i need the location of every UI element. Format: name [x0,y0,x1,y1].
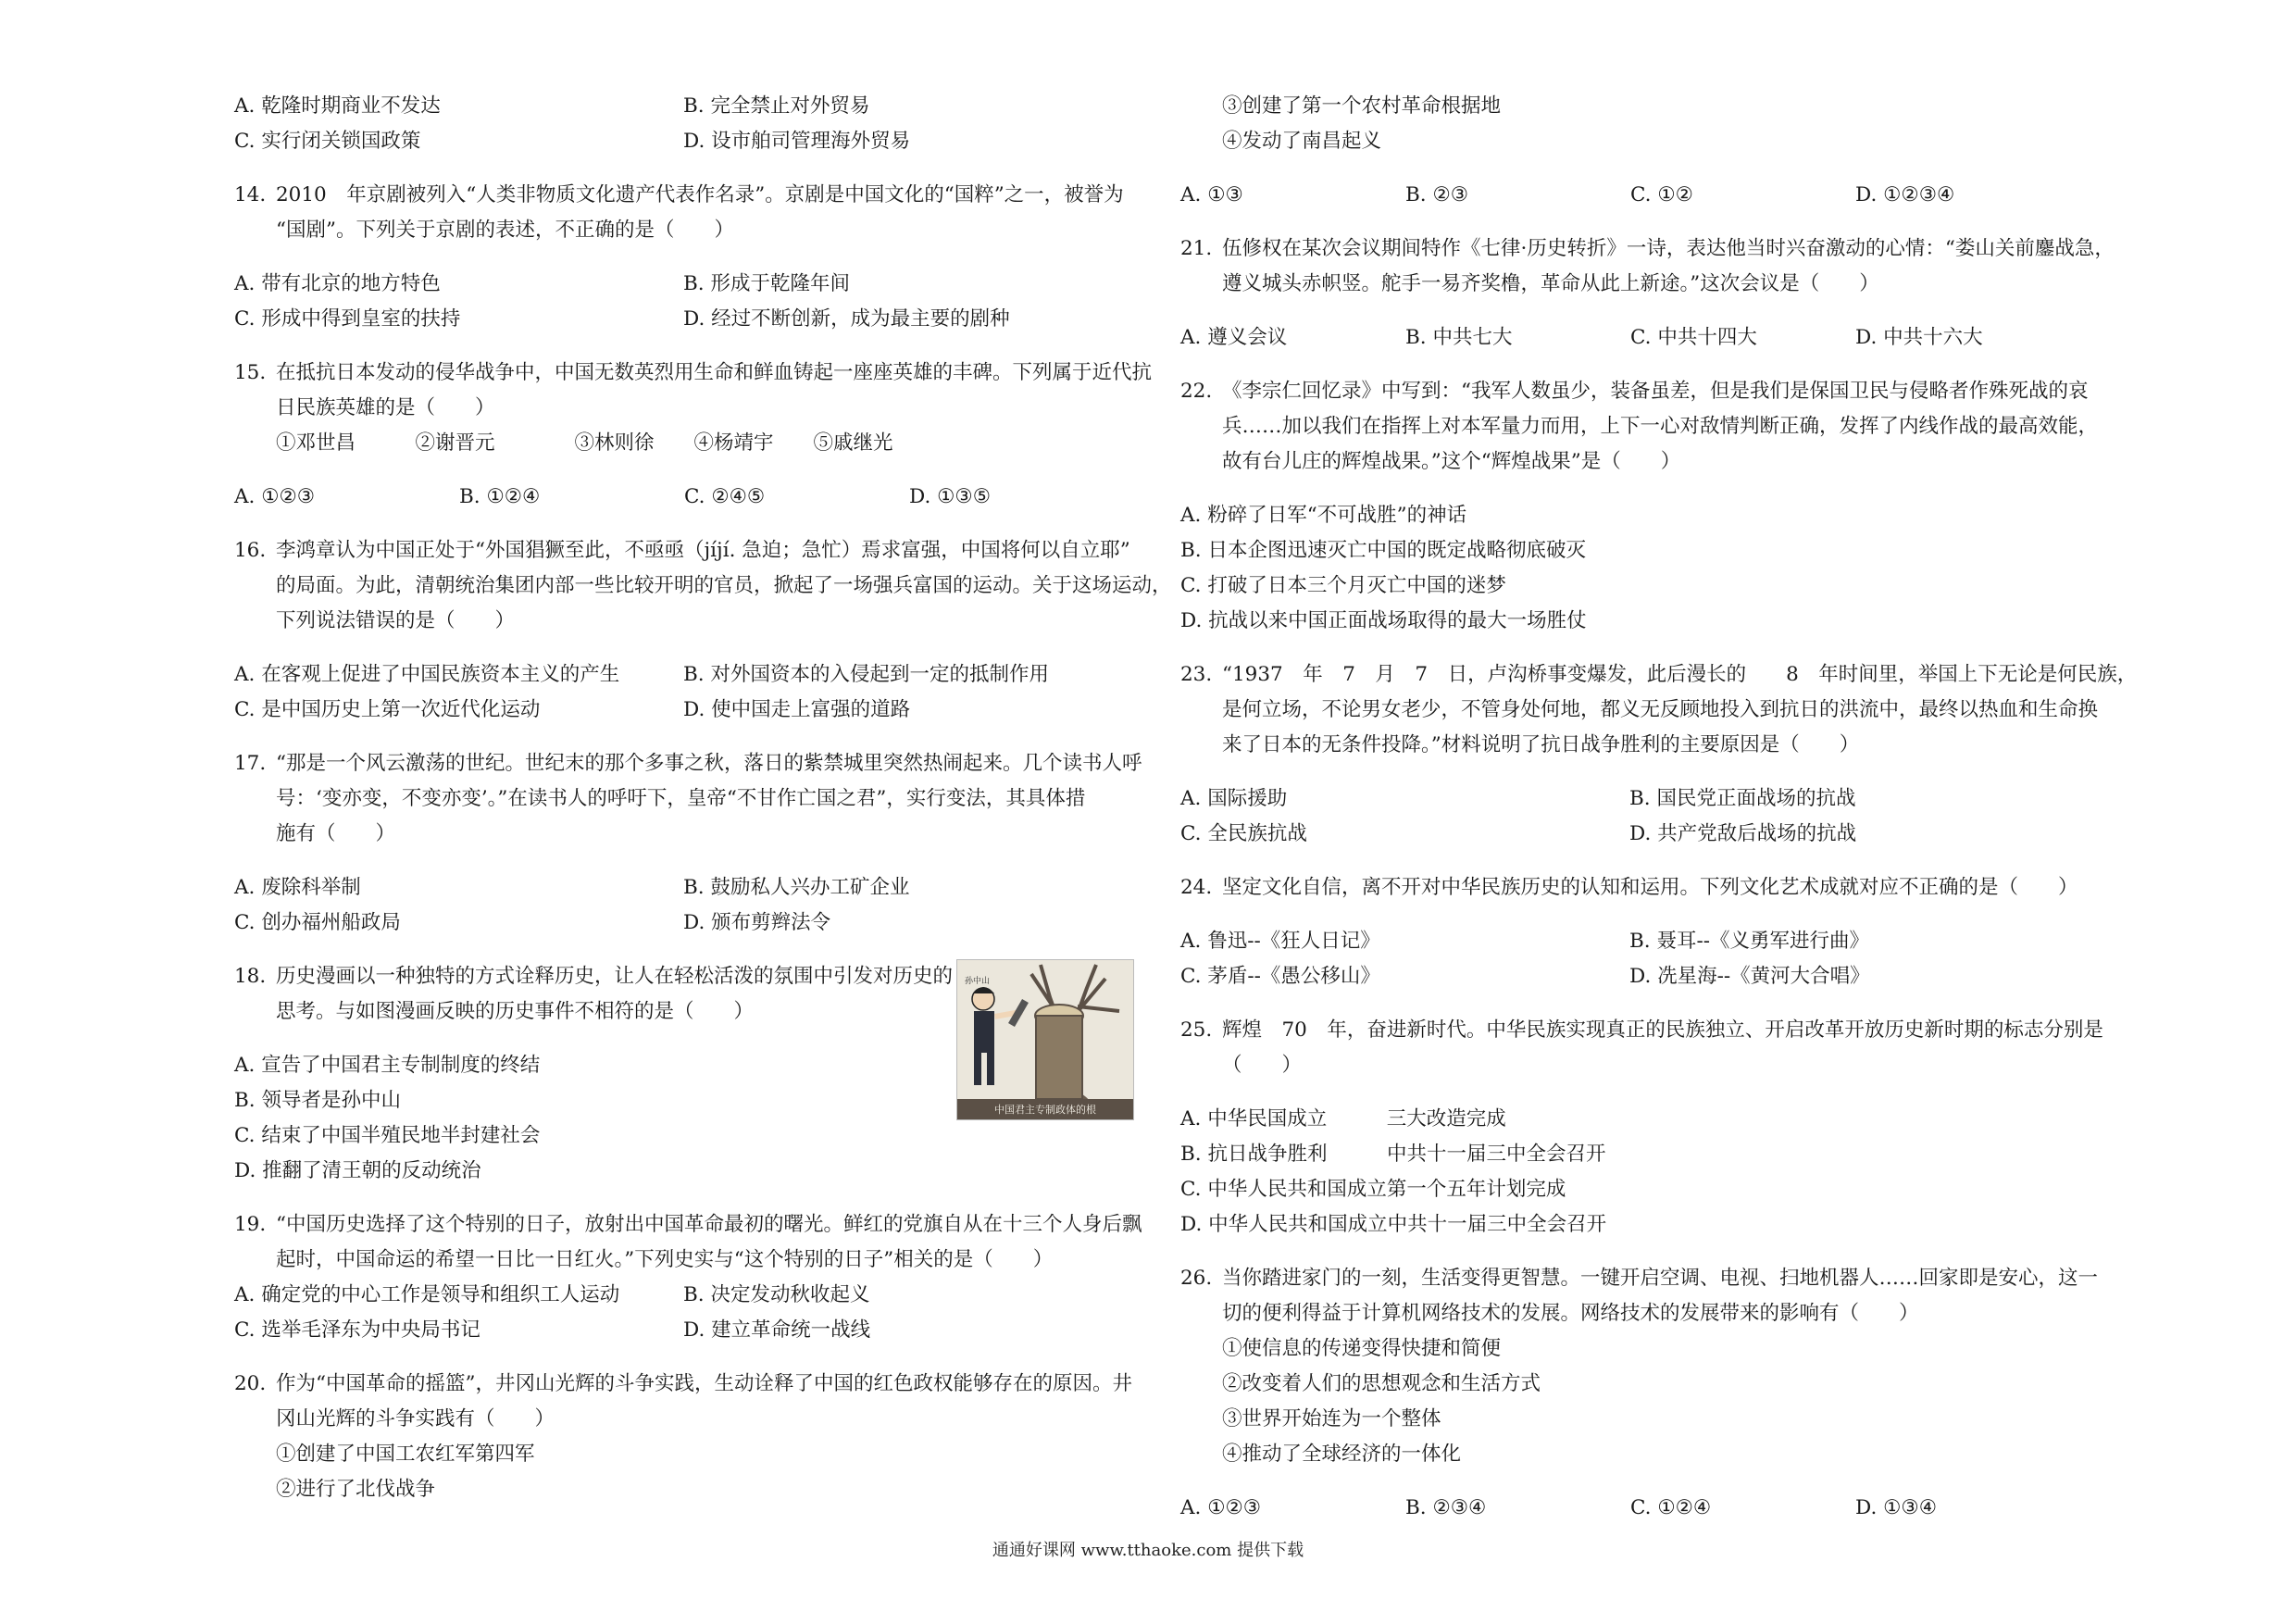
option-a: A. 鲁迅--《狂人日记》 [1180,930,1380,953]
option-c: C. 形成中得到皇室的扶持 [234,307,461,331]
option-b: B. 领导者是孙中山 [234,1089,401,1112]
question-number: 24. [1180,876,1213,899]
question-stem: ①使信息的传递变得快捷和简便 [1222,1337,1502,1360]
option-b: B. ②③④ [1405,1496,1487,1519]
question-stem: 是何立场，不论男女老少，不管身处何地，都义无反顾地投入到抗日的洪流中，最终以热血和生命换 [1222,698,2099,721]
option-b: B. 日本企图迅速灭亡中国的既定战略彻底破灭 [1180,539,1586,562]
option-b: B. 中共七大 [1405,326,1513,349]
option-c: C. 创办福州船政局 [234,911,401,934]
question-number: 21. [1180,237,1213,260]
question-number: 16. [234,539,267,562]
question-stem: 在抵抗日本发动的侵华战争中，中国无数英烈用生命和鲜血铸起一座座英雄的丰碑。下列属于近代抗 [276,361,1153,384]
question-number: 17. [234,752,267,775]
option-c: C. 中华人民共和国成立第一个五年计划完成 [1180,1178,1566,1201]
q13-option-b: B. 完全禁止对外贸易 [683,94,870,118]
question-number: 15. [234,361,267,384]
option-a: A. ①②③ [1180,1496,1262,1519]
option-d: D. ①②③④ [1855,183,1955,206]
question-stem: （ ） [1222,1054,1303,1077]
left-column [234,89,1172,1507]
question-15 [234,356,1153,515]
option-d: D. 共产党敌后战场的抗战 [1629,822,1857,845]
question-stem: 兵……加以我们在指挥上对本军量力而用，上下一心对敌情判断正确，发挥了内线作战的最高效能， [1222,415,2099,438]
cartoon-caption: 中国君主专制政体的根 [994,1104,1096,1116]
question-stem: ②进行了北伐战争 [276,1478,436,1501]
option-a: A. 国际援助 [1180,787,1288,810]
option-a: A. 遵义会议 [1180,326,1288,349]
option-d: D. 抗战以来中国正面战场取得的最大一场胜仗 [1180,609,1587,632]
option-d: D. ①③④ [1855,1496,1937,1519]
question-19 [234,1207,1142,1348]
right-column [1180,89,2138,1526]
question-stem: 遵义城头赤帜竖。舵手一易齐奖橹，革命从此上新途。”这次会议是（ ） [1222,272,1879,295]
option-b: B. 鼓励私人兴办工矿企业 [683,876,910,899]
option-a: A. 确定党的中心工作是领导和组织工人运动 [234,1283,620,1306]
option-c: C. ①②④ [1630,1496,1712,1519]
question-stem: 历史漫画以一种独特的方式诠释历史，让人在轻松活泼的氛围中引发对历史的 [276,965,954,988]
question-number: 23. [1180,663,1213,686]
question-stem: ①邓世昌 ②谢晋元 ③林则徐 ④杨靖宇 ⑤戚继光 [276,431,893,455]
question-17 [234,746,1142,941]
question-number: 26. [1180,1267,1213,1290]
question-stem: 来了日本的无条件投降。”材料说明了抗日战争胜利的主要原因是（ ） [1222,733,1860,756]
q13-option-c: C. 实行闭关锁国政策 [234,130,421,153]
option-b: B. 抗日战争胜利 中共十一届三中全会召开 [1180,1143,1606,1166]
q13-option-d: D. 设市舶司管理海外贸易 [683,130,911,153]
option-c: C. 是中国历史上第一次近代化运动 [234,698,541,721]
option-c: C. 选举毛泽东为中央局书记 [234,1318,480,1342]
option-c: C. 中共十四大 [1630,326,1757,349]
option-b: B. 决定发动秋收起义 [683,1283,870,1306]
question-stem: 故有台儿庄的辉煌战果。”这个“辉煌战果”是（ ） [1222,450,1681,473]
question-stem: 起时，中国命运的希望一日比一日红火。”下列史实与“这个特别的日子”相关的是（ ） [276,1248,1054,1271]
question-stem: 伍修权在某次会议期间特作《七律·历史转折》一诗，表达他当时兴奋激动的心情：“娄山关前鏖战急， [1222,237,2115,260]
question-stem: “中国历史选择了这个特别的日子，放射出中国革命最初的曙光。鲜红的党旗自从在十三个人身后飘 [276,1213,1142,1236]
option-a: A. 带有北京的地方特色 [234,272,441,295]
question-number: 20. [234,1372,267,1395]
question-stem: ③创建了第一个农村革命根据地 [1222,94,1502,118]
option-b: B. 形成于乾隆年间 [683,272,850,295]
option-d: D. 使中国走上富强的道路 [683,698,911,721]
option-c: C. 打破了日本三个月灭亡中国的迷梦 [1180,574,1506,597]
q13-option-a: A. 乾隆时期商业不发达 [234,94,441,118]
q20-options [1180,178,2106,213]
question-stem: 坚定文化自信，离不开对中华民族历史的认知和运用。下列文化艺术成就对应不正确的是（ ） [1222,876,2078,899]
question-stem: 《李宗仁回忆录》中写到：“我军人数虽少，装备虽差，但是我们是保国卫民与侵略者作殊死战的哀 [1222,380,2089,403]
question-stem: ①创建了中国工农红军第四军 [276,1443,535,1466]
option-d: D. 建立革命统一战线 [683,1318,871,1342]
question-16 [234,533,1172,728]
question-number: 18. [234,965,267,988]
svg-text:孙中山: 孙中山 [965,977,991,986]
option-d: D. 颁布剪辫法令 [683,911,831,934]
option-b: B. 对外国资本的入侵起到一定的抵制作用 [683,663,1049,686]
question-stem: ④发动了南昌起义 [1222,130,1382,153]
option-b: B. 聂耳--《义勇军进行曲》 [1629,930,1869,953]
history-cartoon-image [956,959,1134,1120]
option-a: A. 粉碎了日军“不可战胜”的神话 [1180,504,1467,527]
question-stem: 作为“中国革命的摇篮”，井冈山光辉的斗争实践，生动诠释了中国的红色政权能够存在的原因。井 [276,1372,1132,1395]
option-d: D. 经过不断创新，成为最主要的剧种 [683,307,1010,331]
question-stem: 2010 年京剧被列入“人类非物质文化遗产代表作名录”。京剧是中国文化的“国粹”之一，被誉为 [276,183,1124,206]
option-c: C. 全民族抗战 [1180,822,1307,845]
question-stem: 下列说法错误的是（ ） [276,609,516,632]
question-stem: ②改变着人们的思想观念和生活方式 [1222,1372,1541,1395]
question-25 [1180,1013,2106,1243]
question-stem: ③世界开始连为一个整体 [1222,1407,1441,1430]
option-c: C. ①② [1630,183,1693,206]
question-26 [1180,1261,2106,1526]
q20-continued [1180,89,2106,159]
option-d: D. 推翻了清王朝的反动统治 [234,1159,481,1182]
option-b: B. ①②④ [459,485,541,508]
page-footer[interactable]: 通通好课网 www.tthaoke.com 提供下载 [992,1541,1304,1560]
question-number: 19. [234,1213,267,1236]
option-b: B. 国民党正面战场的抗战 [1629,787,1856,810]
option-c: C. 茅盾--《愚公移山》 [1180,965,1380,988]
question-20 [234,1367,1132,1507]
question-18 [234,959,1132,1189]
question-stem: “国剧”。下列关于京剧的表述，不正确的是（ ） [276,219,734,242]
question-stem: 冈山光辉的斗争实践有（ ） [276,1407,555,1430]
question-21 [1180,231,2115,356]
question-number: 14. [234,183,267,206]
option-b: B. ②③ [1405,183,1469,206]
question-stem: 日民族英雄的是（ ） [276,396,495,419]
question-stem: ④推动了全球经济的一体化 [1222,1443,1462,1466]
option-a: A. ①②③ [234,485,316,508]
question-number: 22. [1180,380,1213,403]
question-stem: 当你踏进家门的一刻，生活变得更智慧。一键开启空调、电视、扫地机器人……回家即是安心，这一 [1222,1267,2099,1290]
question-23 [1180,657,2138,852]
option-c: C. 结束了中国半殖民地半封建社会 [234,1124,541,1147]
option-d: D. ①③⑤ [909,485,991,508]
q13-options [234,89,1132,159]
question-stem: 李鸿章认为中国正处于“外国猖獗至此，不亟亟（jíjí. 急迫；急忙）焉求富强，中国将何以自立耶” [276,539,1130,562]
option-d: D. 冼星海--《黄河大合唱》 [1629,965,1870,988]
question-stem: 辉煌 70 年，奋进新时代。中华民族实现真正的民族独立、开启改革开放历史新时期的标志分别是 [1222,1018,2103,1042]
question-24 [1180,870,2106,994]
question-stem: 的局面。为此，清朝统治集团内部一些比较开明的官员，掀起了一场强兵富国的运动。关于这场运动， [276,574,1172,597]
option-d: D. 中共十六大 [1855,326,1983,349]
question-stem: 施有（ ） [276,822,396,845]
option-a: A. ①③ [1180,183,1243,206]
option-a: A. 中华民国成立 三大改造完成 [1180,1107,1506,1131]
question-number: 25. [1180,1018,1213,1042]
option-a: A. 废除科举制 [234,876,361,899]
option-d: D. 中华人民共和国成立中共十一届三中全会召开 [1180,1213,1607,1236]
option-c: C. ②④⑤ [684,485,766,508]
question-stem: 号：‘变亦变，不变亦变’。”在读书人的呼吁下，皇帝“不甘作亡国之君”，实行变法，其具体措 [276,787,1086,810]
question-stem: 思考。与如图漫画反映的历史事件不相符的是（ ） [276,1000,755,1023]
question-stem: “1937 年 7 月 7 日，卢沟桥事变爆发，此后漫长的 8 年时间里，举国上下无论是何民族， [1222,663,2138,686]
option-a: A. 宣告了中国君主专制制度的终结 [234,1054,541,1077]
question-stem: 切的便利得益于计算机网络技术的发展。网络技术的发展带来的影响有（ ） [1222,1302,1919,1325]
question-14 [234,178,1132,337]
question-22 [1180,374,2106,639]
question-stem: “那是一个风云激荡的世纪。世纪末的那个多事之秋，落日的紫禁城里突然热闹起来。几个读书人呼 [276,752,1142,775]
option-a: A. 在客观上促进了中国民族资本主义的产生 [234,663,620,686]
